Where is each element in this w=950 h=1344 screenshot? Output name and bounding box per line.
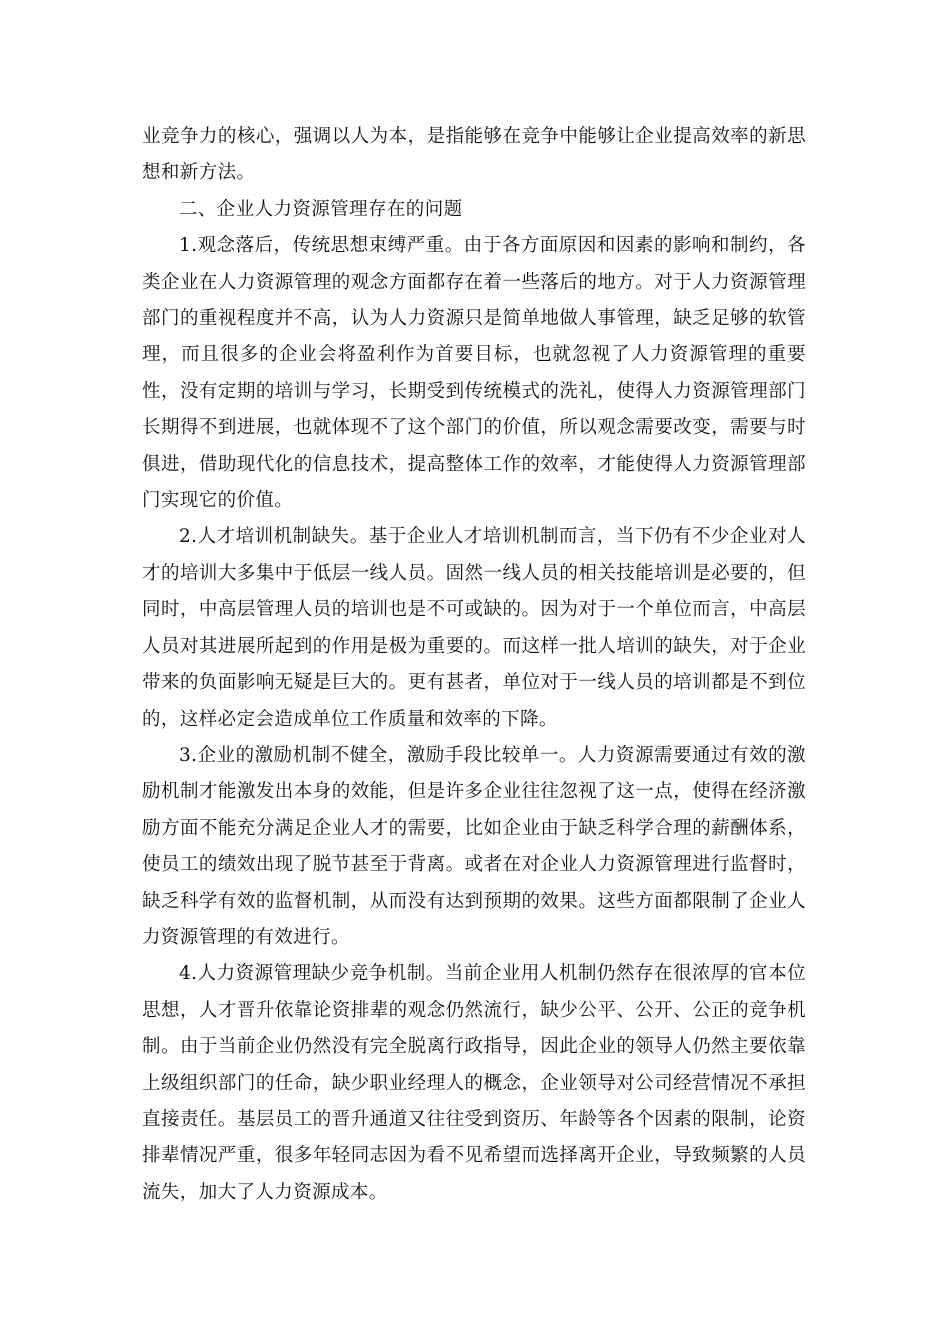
paragraph-continuation: 业竞争力的核心，强调以人为本，是指能够在竞争中能够让企业提高效率的新思想和新方法。 [142,126,806,184]
paragraph-point-4: 4.人力资源管理缺少竞争机制。当前企业用人机制仍然存在很浓厚的官本位思想，人才晋升依靠论资排辈的观念仍然流行，缺少公平、公开、公正的竞争机制。由于当前企业仍然没有完全脱离行政指导，因此企业的领导人仍然主要依靠上级组织部门的任命，缺少职业经理人的概念，企业领导对公司经营情况不承担直接责任。基层员工的晋升通道又往往受到资历、年龄等各个因素的限制，论资排辈情况严重，很多年轻同志因为看不见希望而选择离开企业，导致频繁的人员流失，加大了人力资源成本。 [142,963,806,1203]
paragraph-point-1: 1.观念落后，传统思想束缚严重。由于各方面原因和因素的影响和制约，各类企业在人力资源管理的观念方面都存在着一些落后的地方。对于人力资源管理部门的重视程度并不高，认为人力资源只是简单地做人事管理，缺乏足够的软管理，而且很多的企业会将盈利作为首要目标，也就忽视了人力资源管理的重要性，没有定期的培训与学习，长期受到传统模式的洗礼，使得人力资源管理部门长期得不到进展，也就体现不了这个部门的价值，所以观念需要改变，需要与时俱进，借助现代化的信息技术，提高整体工作的效率，才能使得人力资源管理部门实现它的价值。 [142,235,806,512]
document-body [142,119,806,1211]
section-heading: 二、企业人力资源管理存在的问题 [179,198,463,220]
paragraph-point-3: 3.企业的激励机制不健全，激励手段比较单一。人力资源需要通过有效的激励机制才能激发出本身的效能，但是许多企业往往忽视了这一点，使得在经济激励方面不能充分满足企业人才的需要，比如企业由于缺乏科学合理的薪酬体系，使员工的绩效出现了脱节甚至于背离。或者在对企业人力资源管理进行监督时，缺乏科学有效的监督机制，从而没有达到预期的效果。这些方面都限制了企业人力资源管理的有效进行。 [142,744,806,948]
paragraph-point-2: 2.人才培训机制缺失。基于企业人才培训机制而言，当下仍有不少企业对人才的培训大多集中于低层一线人员。固然一线人员的相关技能培训是必要的，但同时，中高层管理人员的培训也是不可或缺的。因为对于一个单位而言，中高层人员对其进展所起到的作用是极为重要的。而这样一批人培训的缺失，对于企业带来的负面影响无疑是巨大的。更有甚者，单位对于一线人员的培训都是不到位的，这样必定会造成单位工作质量和效率的下降。 [142,526,806,730]
